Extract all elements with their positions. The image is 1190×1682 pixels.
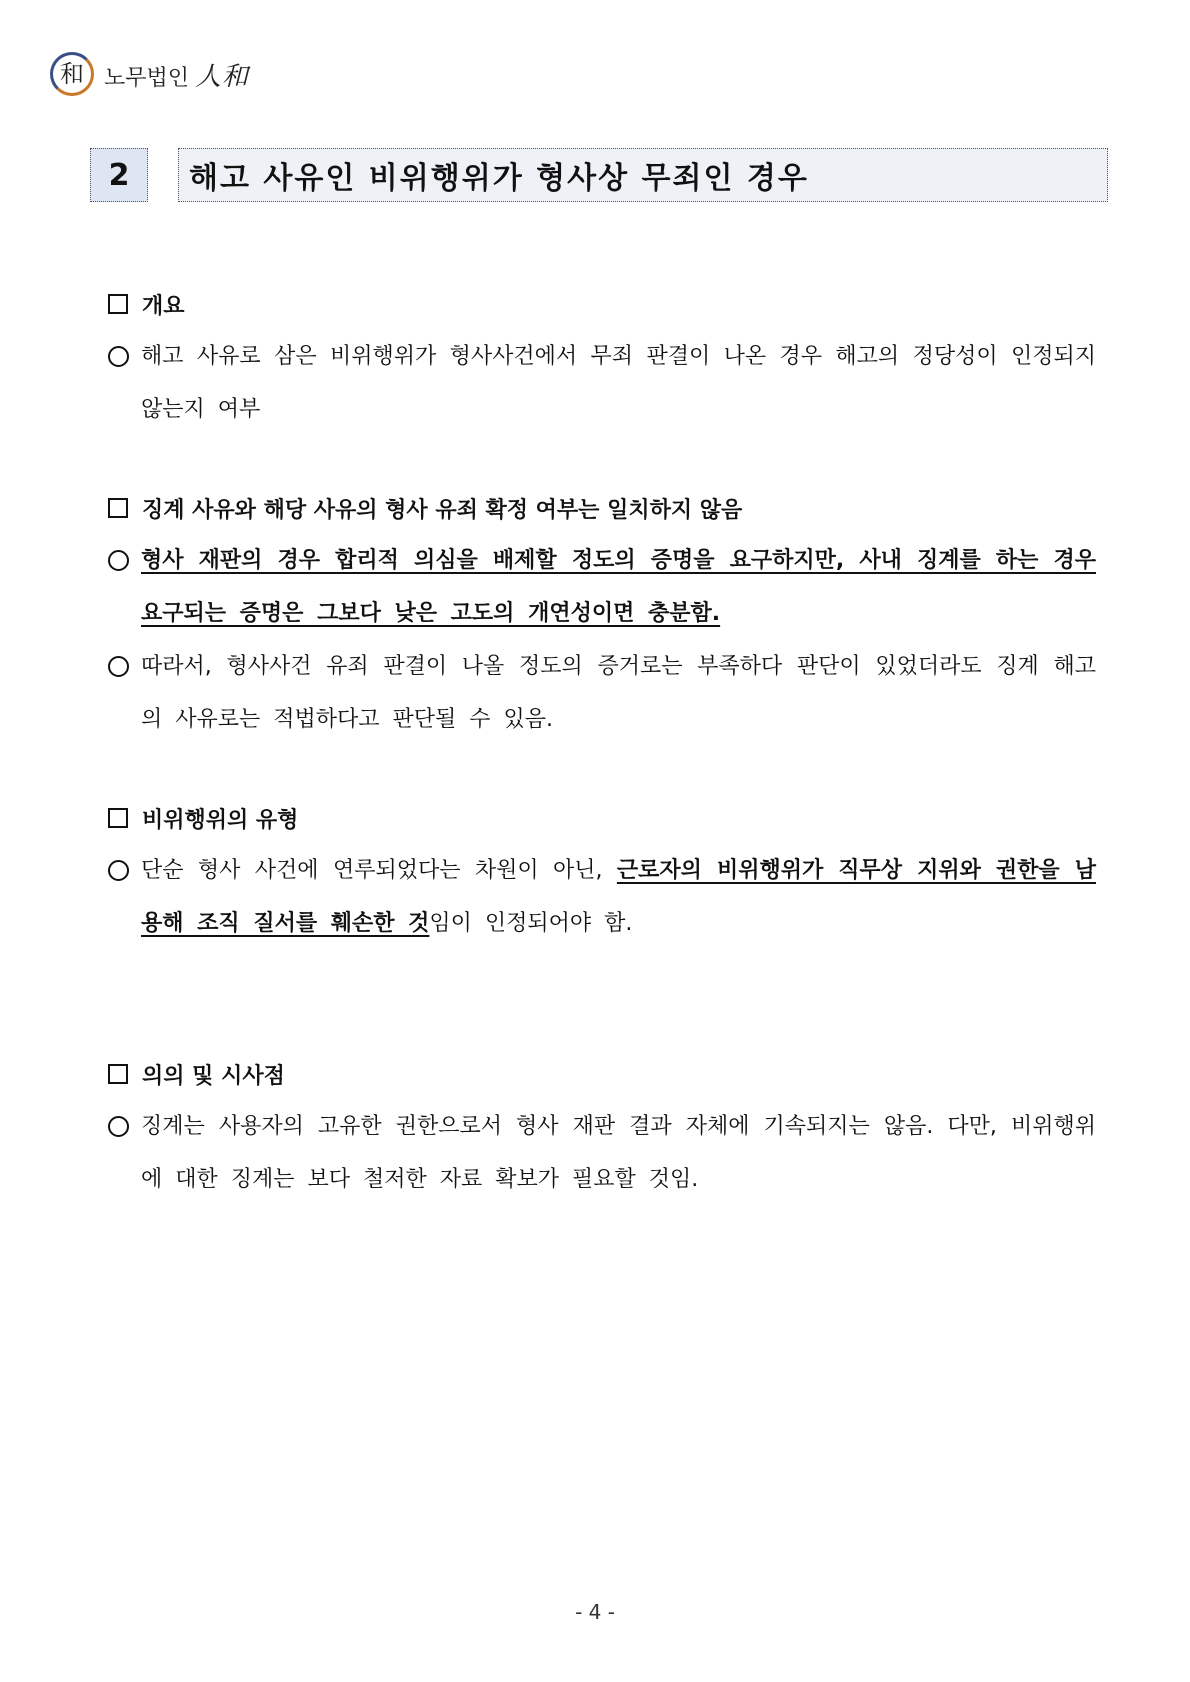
circle-bullet-icon <box>108 860 129 881</box>
section-title: 해고 사유인 비위행위가 형사상 무죄인 경우 <box>178 148 1108 202</box>
square-bullet-icon <box>108 808 128 828</box>
section-number: 2 <box>90 148 148 202</box>
heading-text: 징계 사유와 해당 사유의 형사 유죄 확정 여부는 일치하지 않음 <box>142 497 743 523</box>
firm-logo <box>50 52 94 96</box>
firm-name <box>104 56 249 93</box>
circle-bullet-icon <box>108 656 129 677</box>
paragraph-text: 징계는 사용자의 고유한 권한으로서 형사 재판 결과 자체에 기속되지는 않음. 다만, 비위행위에 대한 징계는 보다 철저한 자료 확보가 필요할 것임. <box>141 1114 1096 1192</box>
heading-text: 비위행위의 유형 <box>142 807 299 833</box>
paragraph <box>108 534 1096 640</box>
square-bullet-icon <box>108 294 128 314</box>
paragraph-text: 임이 인정되어야 함. <box>429 911 633 936</box>
heading-text: 개요 <box>142 293 185 319</box>
paragraph <box>108 640 1096 746</box>
circle-bullet-icon <box>108 1116 129 1137</box>
paragraph <box>108 844 1096 950</box>
page-number: - 4 - <box>575 1600 615 1624</box>
heading-text: 의의 및 시사점 <box>142 1063 285 1089</box>
block-heading-implications <box>108 1048 1096 1100</box>
paragraph <box>108 330 1096 436</box>
firm-header <box>50 52 249 96</box>
paragraph-text: 해고 사유로 삼은 비위행위가 형사사건에서 무죄 판결이 나온 경우 해고의 정당성이 인정되지 않는지 여부 <box>141 344 1096 422</box>
paragraph-text: 따라서, 형사사건 유죄 판결이 나올 정도의 증거로는 부족하다 판단이 있었더라도 징계 해고의 사유로는 적법하다고 판단될 수 있음. <box>141 654 1096 732</box>
block-heading-overview <box>108 278 1096 330</box>
firm-name-hanja: 人和 <box>195 61 250 92</box>
block-heading-types <box>108 792 1096 844</box>
square-bullet-icon <box>108 498 128 518</box>
square-bullet-icon <box>108 1064 128 1084</box>
circle-bullet-icon <box>108 550 129 571</box>
underlined-text: 형사 재판의 경우 합리적 의심을 배제할 정도의 증명을 요구하지만, 사내 징계를 하는 경우 요구되는 증명은 그보다 낮은 고도의 개연성이면 충분함. <box>141 548 1096 626</box>
underlined-text: 근로자의 비위행위가 직무상 지위와 권한을 남용해 조직 질서를 훼손한 것 <box>141 858 1096 936</box>
logo-char: 和 <box>60 60 84 88</box>
block-heading-discipline <box>108 482 1096 534</box>
document-body <box>108 278 1096 1206</box>
circle-bullet-icon <box>108 346 129 367</box>
firm-name-korean: 노무법인 <box>104 65 190 91</box>
paragraph <box>108 1100 1096 1206</box>
paragraph-text: 단순 형사 사건에 연루되었다는 차원이 아닌, <box>141 858 617 883</box>
